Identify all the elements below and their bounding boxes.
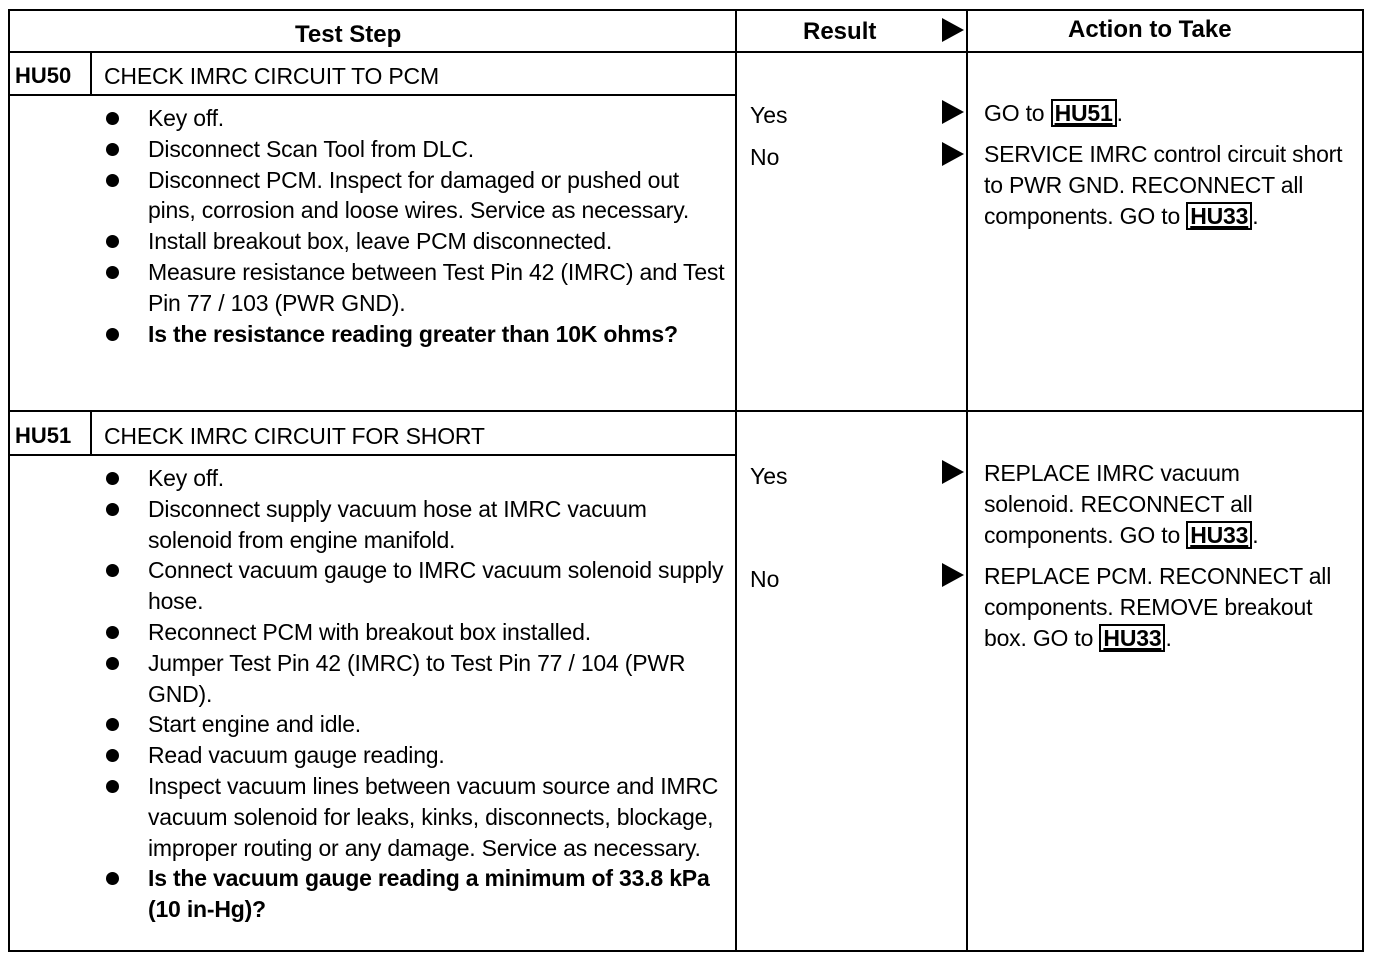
arrow-icon (942, 18, 964, 42)
step-title: CHECK IMRC CIRCUIT TO PCM (104, 63, 439, 89)
bullet-icon (106, 328, 119, 341)
list-item: Key off. (106, 103, 726, 134)
list-item: Jumper Test Pin 42 (IMRC) to Test Pin 77 / 104 (PWR GND). (106, 648, 726, 710)
list-item: Is the vacuum gauge reading a minimum of 33.8 kPa (10 in-Hg)? (106, 863, 726, 925)
step-reference[interactable]: HU51 (1051, 99, 1117, 127)
bullet-icon (106, 143, 119, 156)
list-item: Connect vacuum gauge to IMRC vacuum solenoid supply hose. (106, 555, 726, 617)
bullet-icon (106, 626, 119, 639)
arrow-icon (942, 142, 964, 166)
list-item: Disconnect supply vacuum hose at IMRC vacuum solenoid from engine manifold. (106, 494, 726, 556)
bullet-icon (106, 564, 119, 577)
arrow-icon (942, 563, 964, 587)
header-test-step: Test Step (295, 21, 402, 48)
list-item: Key off. (106, 463, 726, 494)
step-reference[interactable]: HU33 (1186, 521, 1252, 549)
bullet-icon (106, 266, 119, 279)
bullet-icon (106, 872, 119, 885)
bullet-icon (106, 235, 119, 248)
step-code: HU51 (15, 423, 72, 448)
arrow-icon (942, 460, 964, 484)
step-title: CHECK IMRC CIRCUIT FOR SHORT (104, 423, 485, 449)
list-item: Disconnect Scan Tool from DLC. (106, 134, 726, 165)
step-bullet-list (106, 103, 726, 349)
result-no: No (750, 566, 780, 592)
list-item: Read vacuum gauge reading. (106, 740, 726, 771)
bullet-icon (106, 112, 119, 125)
header-result: Result (803, 18, 877, 45)
action-no: SERVICE IMRC control circuit short to PWR GND. RECONNECT all components. GO to HU33 . (984, 141, 1343, 229)
header-action: Action to Take (1068, 16, 1232, 43)
result-yes: Yes (750, 463, 788, 489)
list-item: Measure resistance between Test Pin 42 (IMRC) and Test Pin 77 / 103 (PWR GND). (106, 257, 726, 319)
action-yes: REPLACE IMRC vacuum solenoid. RECONNECT all components. GO to HU33 . (984, 460, 1259, 548)
bullet-icon (106, 718, 119, 731)
list-item: Is the resistance reading greater than 10K ohms? (106, 319, 726, 350)
result-no: No (750, 144, 780, 170)
bullet-icon (106, 472, 119, 485)
bullet-icon (106, 749, 119, 762)
action-no: REPLACE PCM. RECONNECT all components. REMOVE breakout box. GO to HU33 . (984, 563, 1332, 651)
list-item: Inspect vacuum lines between vacuum source and IMRC vacuum solenoid for leaks, kinks, disconnects, blockage, improper routing or any damage. Service as necessary. (106, 771, 726, 863)
action-yes: GO to HU51 . (984, 100, 1123, 126)
step-reference[interactable]: HU33 (1099, 624, 1165, 652)
step-code: HU50 (15, 63, 72, 88)
list-item: Install breakout box, leave PCM disconnected. (106, 226, 726, 257)
result-yes: Yes (750, 102, 788, 128)
list-item: Start engine and idle. (106, 709, 726, 740)
arrow-icon (942, 100, 964, 124)
list-item: Disconnect PCM. Inspect for damaged or pushed out pins, corrosion and loose wires. Service as necessary. (106, 165, 726, 227)
step-bullet-list (106, 463, 726, 925)
list-item: Reconnect PCM with breakout box installed. (106, 617, 726, 648)
bullet-icon (106, 503, 119, 516)
bullet-icon (106, 780, 119, 793)
step-reference[interactable]: HU33 (1186, 202, 1252, 230)
bullet-icon (106, 174, 119, 187)
bullet-icon (106, 657, 119, 670)
